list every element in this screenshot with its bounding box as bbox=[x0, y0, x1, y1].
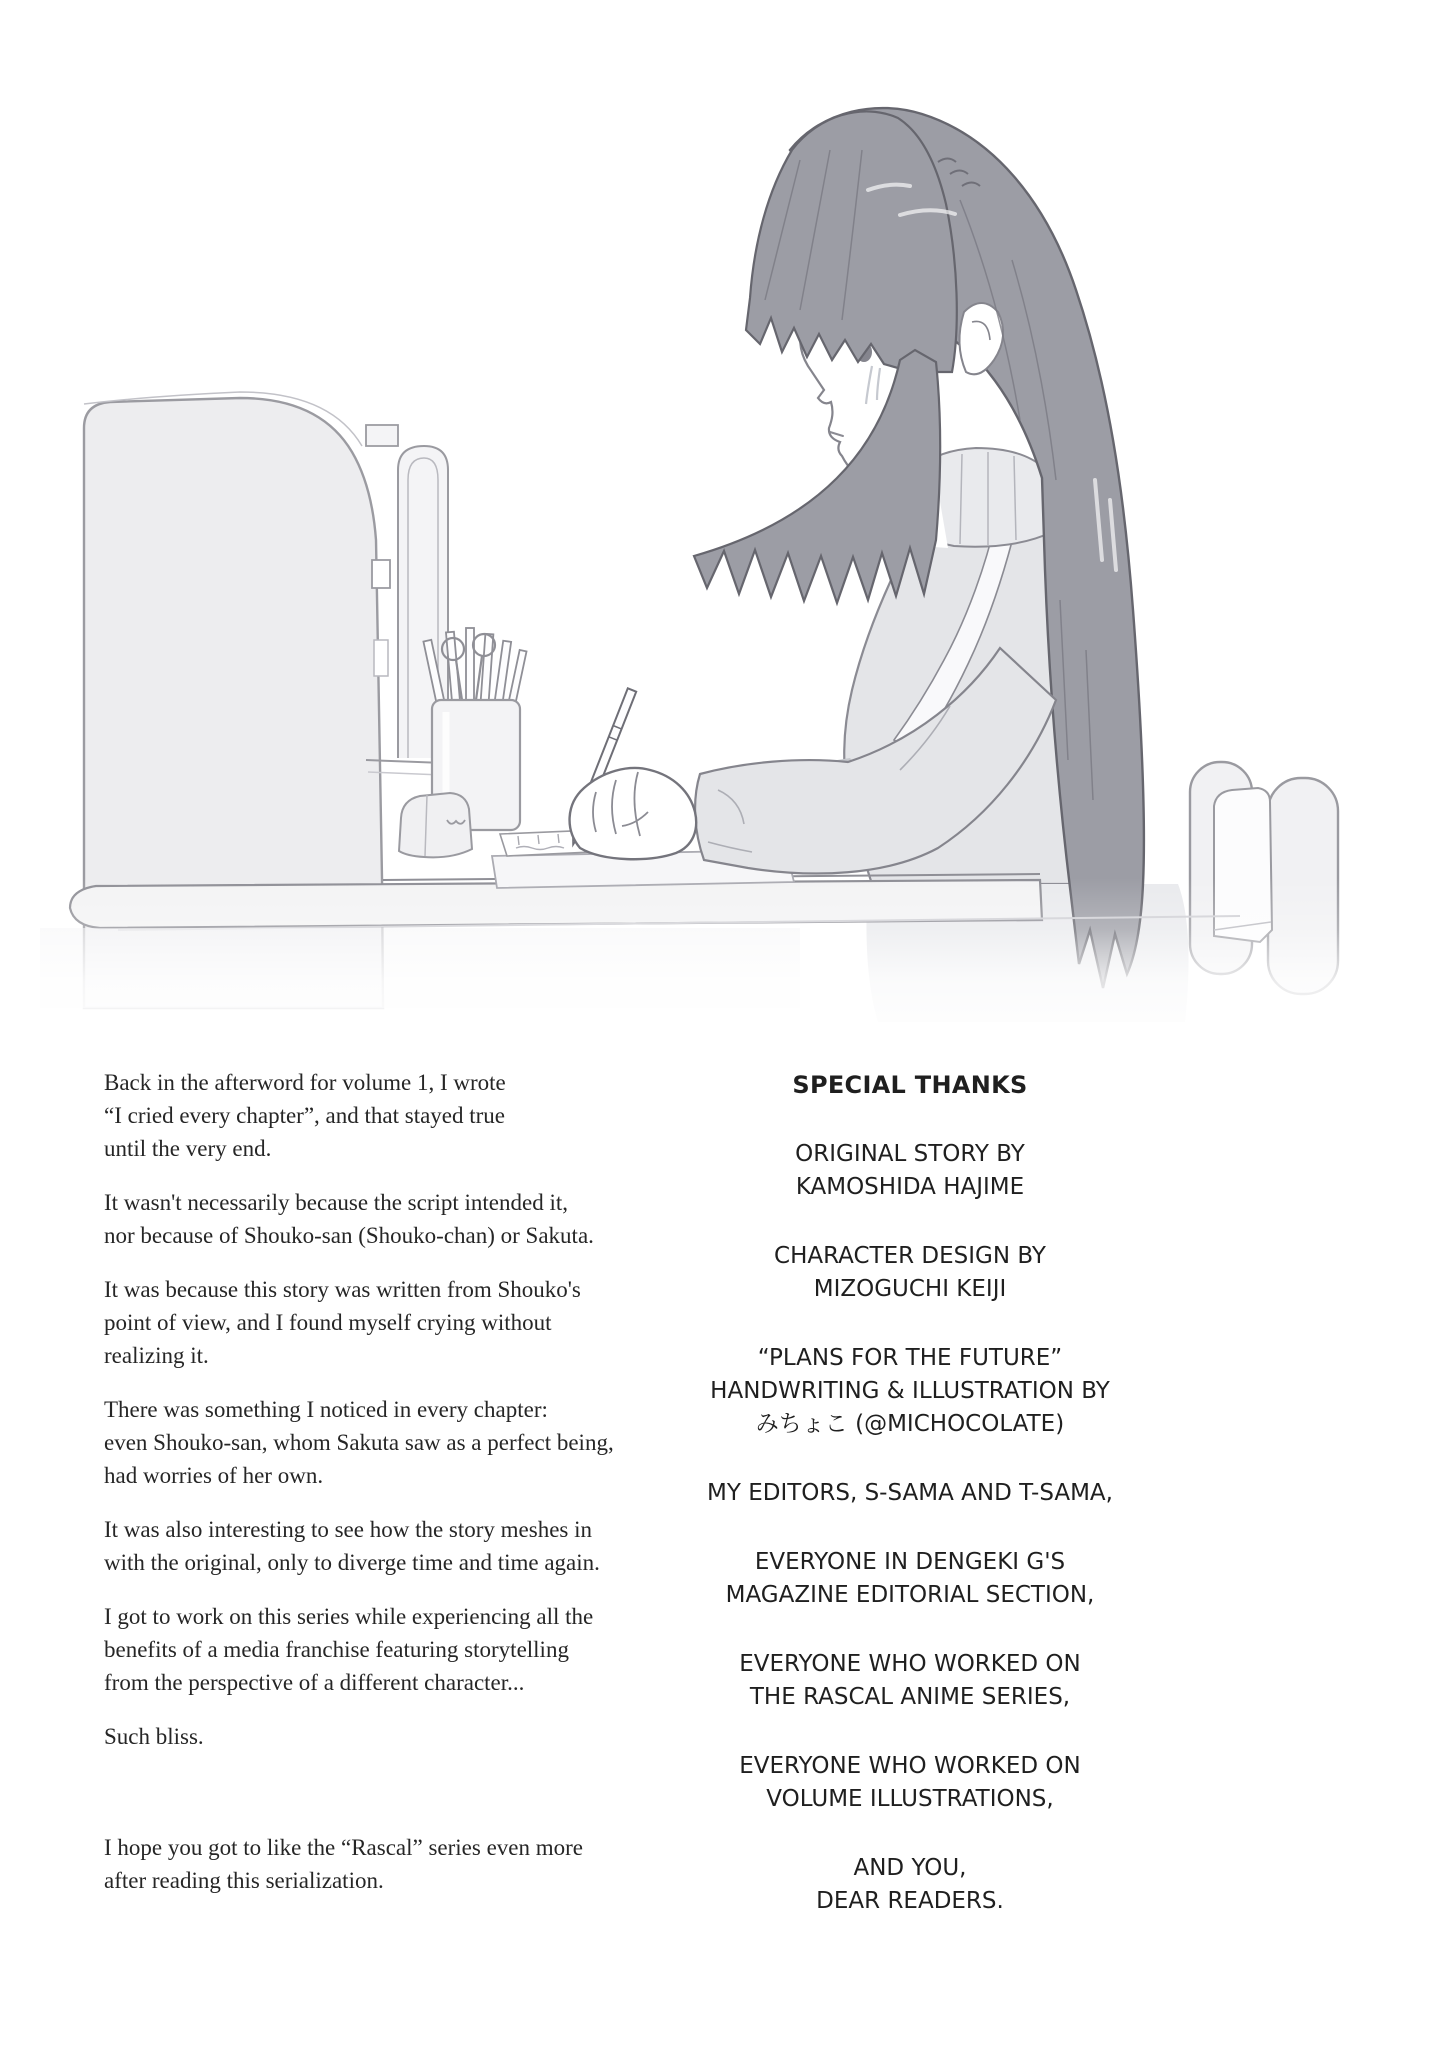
eraser bbox=[399, 793, 472, 857]
afterword-paragraph: Such bliss. bbox=[104, 1724, 204, 1749]
afterword-paragraph: There was something I noticed in every chapter: even Shouko-san, whom Sakuta saw as a perfect being, had worries of her own. bbox=[104, 1397, 614, 1488]
credit-entry: ORIGINAL STORY BY KAMOSHIDA HAJIME bbox=[795, 1141, 1025, 1200]
credit-entry: “PLANS FOR THE FUTURE” HANDWRITING & ILLUSTRATION BY みちょこ (@MICHOCOLATE) bbox=[710, 1345, 1110, 1437]
special-thanks bbox=[655, 1069, 1165, 1954]
afterword-paragraph: It wasn't necessarily because the script intended it, nor because of Shouko-san (Shouko-chan) or Sakuta. bbox=[104, 1190, 594, 1248]
girl-hand bbox=[570, 768, 697, 859]
afterword-text bbox=[104, 1066, 664, 1918]
credit-entry: CHARACTER DESIGN BY MIZOGUCHI KEIJI bbox=[774, 1243, 1046, 1302]
credit-entry: MY EDITORS, S-SAMA AND T-SAMA, bbox=[707, 1480, 1113, 1506]
afterword-closing-paragraph: I hope you got to like the “Rascal” series even more after reading this serialization. bbox=[104, 1835, 584, 1893]
afterword-paragraph: It was also interesting to see how the story meshes in with the original, only to diverge time and time again. bbox=[104, 1517, 600, 1575]
special-thanks-title: SPECIAL THANKS bbox=[792, 1071, 1028, 1099]
credit-entry: EVERYONE IN DENGEKI G'S MAGAZINE EDITORIAL SECTION, bbox=[725, 1549, 1095, 1608]
afterword-paragraph: It was because this story was written from Shouko's point of view, and I found myself crying without realizing it. bbox=[104, 1277, 581, 1368]
fade-overlay bbox=[0, 878, 1440, 1050]
afterword-paragraph: Back in the afterword for volume 1, I wrote “I cried every chapter”, and that stayed true until the very end. bbox=[104, 1070, 506, 1161]
credit-entry: AND YOU, DEAR READERS. bbox=[816, 1855, 1004, 1914]
afterword-paragraph: I got to work on this series while experiencing all the benefits of a media franchise featuring storytelling from the perspective of a different character... bbox=[104, 1604, 594, 1695]
credit-entry: EVERYONE WHO WORKED ON VOLUME ILLUSTRATIONS, bbox=[739, 1753, 1081, 1812]
credit-entry: EVERYONE WHO WORKED ON THE RASCAL ANIME SERIES, bbox=[739, 1651, 1081, 1710]
